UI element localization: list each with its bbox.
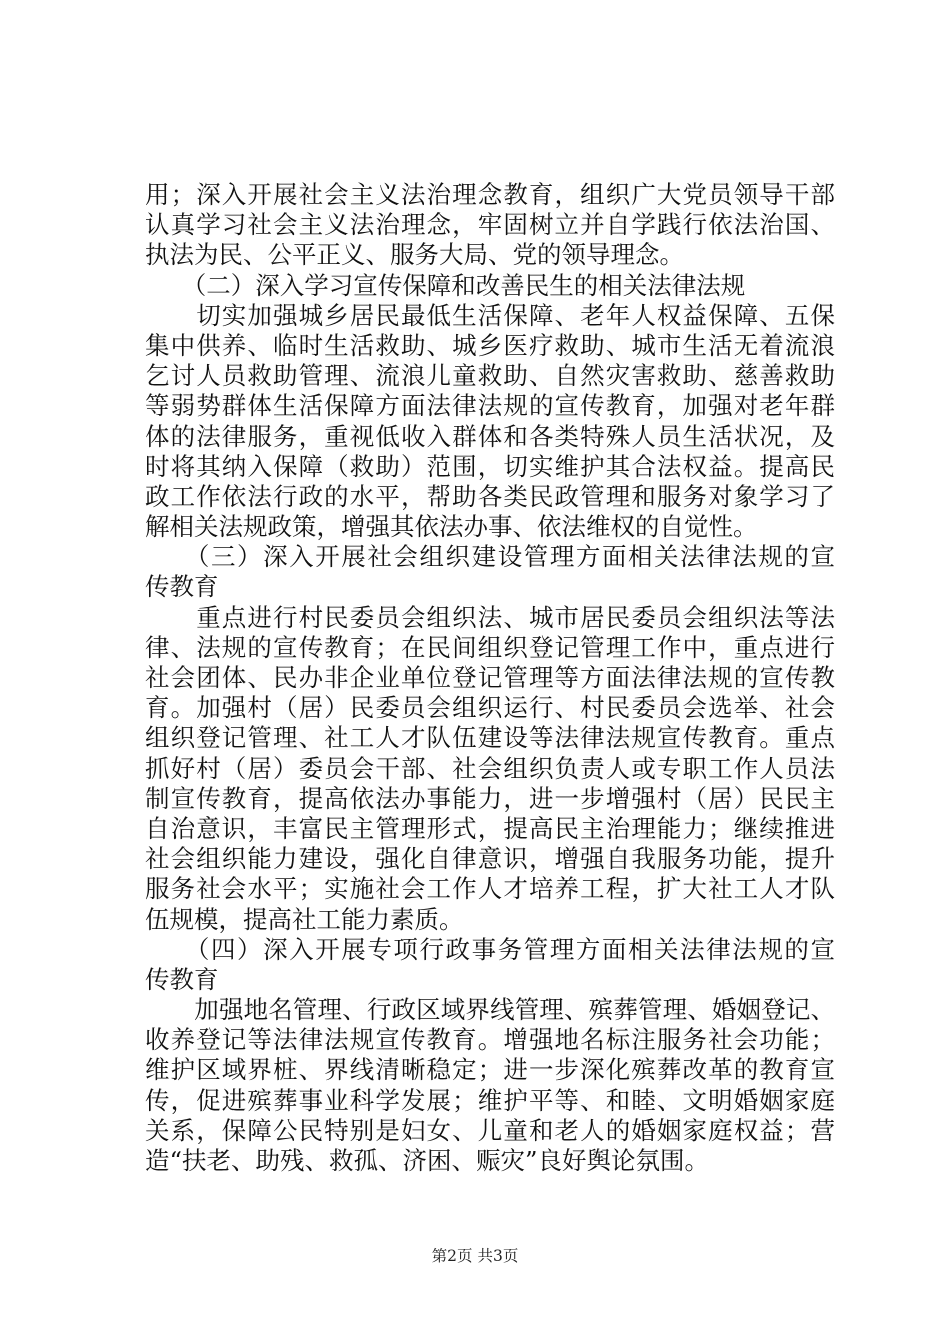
text-line: 加强地名管理、行政区域界线管理、殡葬管理、婚姻登记、 (145, 995, 835, 1025)
text-line: 政工作依法行政的水平，帮助各类民政管理和服务对象学习了 (145, 481, 835, 511)
text-line: 抓好村（居）委员会干部、社会组织负责人或专职工作人员法 (145, 753, 835, 783)
text-line: （四）深入开展专项行政事务管理方面相关法律法规的宣 (145, 934, 835, 964)
text-line: 社会团体、民办非企业单位登记管理等方面法律法规的宣传教 (145, 663, 835, 692)
text-line: 乞讨人员救助管理、流浪儿童救助、自然灾害救助、慈善救助 (145, 361, 835, 391)
text-line: 传教育 (145, 572, 219, 602)
text-line: 认真学习社会主义法治理念，牢固树立并自学践行依法治国、 (145, 210, 835, 240)
text-line: 律、法规的宣传教育；在民间组织登记管理工作中，重点进行 (145, 632, 835, 662)
text-line: 执法为民、公平正义、服务大局、党的领导理念。 (145, 240, 684, 270)
text-line: （二）深入学习宣传保障和改善民生的相关法律法规 (145, 270, 746, 300)
text-line: 自治意识，丰富民主管理形式，提高民主治理能力；继续推进 (145, 813, 835, 843)
text-line: 体的法律服务，重视低收入群体和各类特殊人员生活状况，及 (145, 421, 835, 451)
document-body (145, 180, 835, 1176)
text-line: 组织登记管理、社工人才队伍建设等法律法规宣传教育。重点 (145, 723, 835, 753)
text-line: 制宣传教育，提高依法办事能力，进一步增强村（居）民民主 (145, 783, 835, 813)
text-line: 集中供养、临时生活救助、城乡医疗救助、城市生活无着流浪 (145, 330, 835, 360)
text-line: 育。加强村（居）民委员会组织运行、村民委员会选举、社会 (145, 693, 835, 723)
text-line: 造“扶老、助残、救孤、济困、赈灾”良好舆论氛围。 (145, 1146, 710, 1175)
text-line: 等弱势群体生活保障方面法律法规的宣传教育，加强对老年群 (145, 391, 835, 421)
text-line: （三）深入开展社会组织建设管理方面相关法律法规的宣 (145, 542, 835, 572)
text-line: 伍规模，提高社工能力素质。 (145, 904, 464, 934)
text-line: 重点进行村民委员会组织法、城市居民委员会组织法等法 (145, 602, 835, 632)
text-line: 传，促进殡葬事业科学发展；维护平等、和睦、文明婚姻家庭 (145, 1085, 835, 1115)
text-line: 维护区域界桩、界线清晰稳定；进一步深化殡葬改革的教育宣 (145, 1055, 835, 1085)
text-line: 传教育 (145, 964, 219, 994)
text-line: 切实加强城乡居民最低生活保障、老年人权益保障、五保 (145, 300, 835, 330)
text-line: 解相关法规政策，增强其依法办事、依法维权的自觉性。 (145, 512, 758, 542)
text-line: 收养登记等法律法规宣传教育。增强地名标注服务社会功能； (145, 1025, 835, 1055)
page-footer (0, 1244, 950, 1266)
page-number-label: 第2页 共3页 (431, 1247, 519, 1265)
text-line: 用；深入开展社会主义法治理念教育，组织广大党员领导干部 (145, 180, 835, 209)
text-line: 社会组织能力建设，强化自律意识，增强自我服务功能，提升 (145, 844, 835, 874)
text-line: 关系，保障公民特别是妇女、儿童和老人的婚姻家庭权益；营 (145, 1115, 835, 1145)
text-line: 时将其纳入保障（救助）范围，切实维护其合法权益。提高民 (145, 451, 835, 481)
text-line: 服务社会水平；实施社会工作人才培养工程，扩大社工人才队 (145, 874, 835, 904)
